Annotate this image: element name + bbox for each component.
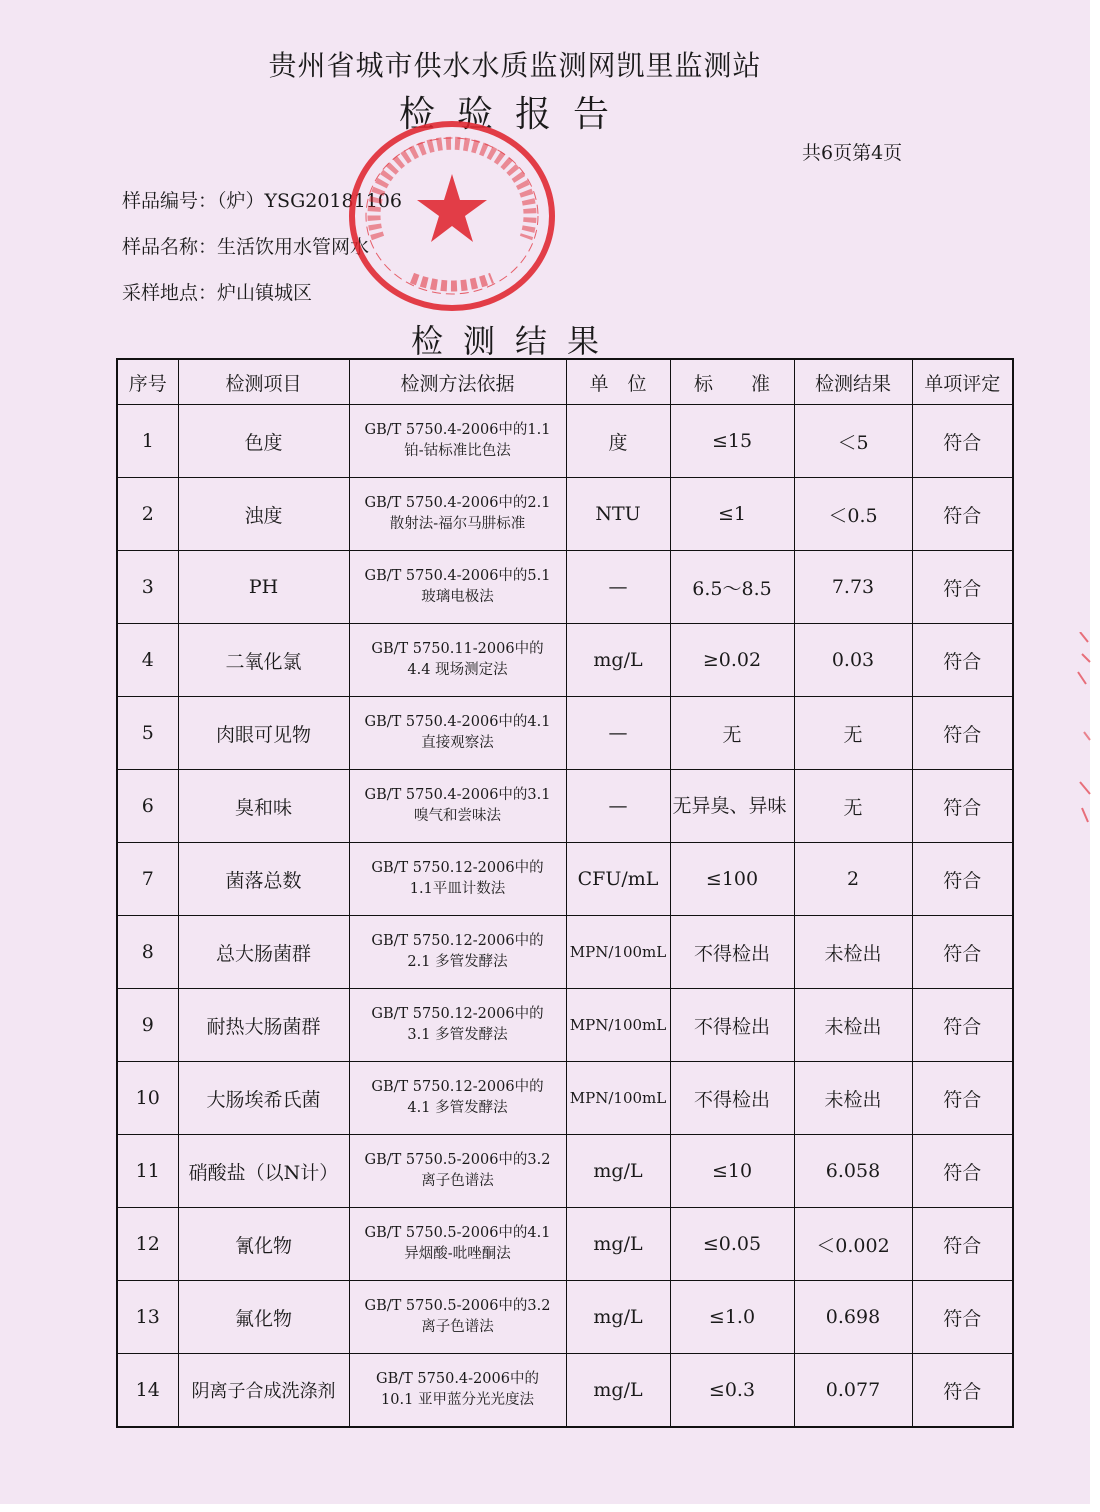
cell-no: 12 [117, 1208, 178, 1281]
cell-unit: MPN/100mL [566, 916, 670, 989]
header-test-item: 检测项目 [178, 359, 349, 405]
cell-no: 13 [117, 1281, 178, 1354]
report-title: 检验报告 [398, 94, 631, 135]
cell-verdict: 符合 [912, 1281, 1013, 1354]
cell-unit: CFU/mL [566, 843, 670, 916]
cell-item: 氰化物 [178, 1208, 349, 1281]
method-line-2: 嗅气和尝味法 [414, 808, 501, 824]
cell-method [349, 697, 566, 770]
organization-name: 贵州省城市供水水质监测网凯里监测站 [268, 49, 762, 82]
cell-item: 臭和味 [178, 770, 349, 843]
method-line-1: GB/T 5750.12-2006中的 [371, 860, 544, 876]
sampling-location-row [122, 278, 312, 305]
sample-id-label: 样品编号： [122, 190, 218, 212]
method-line-2: 散射法-福尔马肼标准 [389, 516, 526, 532]
cell-verdict: 符合 [912, 1208, 1013, 1281]
cell-standard: ≥0.02 [670, 624, 794, 697]
method-line-2: 玻璃电极法 [421, 589, 494, 605]
cell-standard: ≤15 [670, 405, 794, 478]
sample-name-row [122, 232, 369, 259]
header-verdict: 单项评定 [912, 359, 1013, 405]
header-serial-no: 序号 [117, 359, 178, 405]
method-line-1: GB/T 5750.5-2006中的4.1 [364, 1225, 551, 1241]
cell-result: ＜0.5 [794, 478, 912, 551]
cell-item: 色度 [178, 405, 349, 478]
cell-item: 耐热大肠菌群 [178, 989, 349, 1062]
cell-verdict: 符合 [912, 551, 1013, 624]
header-standard: 标 准 [670, 359, 794, 405]
table-row [117, 843, 1013, 916]
table-row [117, 916, 1013, 989]
header-result: 检测结果 [794, 359, 912, 405]
cell-unit: mg/L [566, 1281, 670, 1354]
cell-no: 5 [117, 697, 178, 770]
cell-method [349, 1208, 566, 1281]
header-unit: 单 位 [566, 359, 670, 405]
method-line-2: 1.1平皿计数法 [409, 881, 506, 897]
cell-standard: ≤0.3 [670, 1354, 794, 1428]
method-line-1: GB/T 5750.4-2006中的1.1 [364, 422, 551, 438]
method-line-2: 4.4 现场测定法 [407, 662, 508, 678]
cell-standard: 无 [670, 697, 794, 770]
cell-no: 2 [117, 478, 178, 551]
cell-verdict: 符合 [912, 624, 1013, 697]
table-row [117, 1354, 1013, 1428]
cell-item: PH [178, 551, 349, 624]
cell-no: 9 [117, 989, 178, 1062]
cell-method [349, 1281, 566, 1354]
cell-result: 0.03 [794, 624, 912, 697]
cell-verdict: 符合 [912, 1062, 1013, 1135]
method-line-2: 4.1 多管发酵法 [407, 1100, 508, 1116]
cell-standard: 不得检出 [670, 989, 794, 1062]
sampling-location-value: 炉山镇城区 [217, 282, 313, 304]
cell-standard: ≤100 [670, 843, 794, 916]
method-line-1: GB/T 5750.4-2006中的 [376, 1371, 539, 1387]
cell-unit: 度 [566, 405, 670, 478]
cell-standard: 无异臭、异味 [670, 770, 794, 843]
cell-item: 总大肠菌群 [178, 916, 349, 989]
method-line-2: 异烟酸-吡唑酮法 [404, 1246, 511, 1262]
cell-method [349, 405, 566, 478]
sample-name-value: 生活饮用水管网水 [217, 236, 370, 258]
cell-item: 肉眼可见物 [178, 697, 349, 770]
method-line-1: GB/T 5750.12-2006中的 [371, 933, 544, 949]
method-line-1: GB/T 5750.11-2006中的 [371, 641, 544, 657]
cell-no: 6 [117, 770, 178, 843]
results-table [116, 358, 1014, 1428]
cell-result: 无 [794, 770, 912, 843]
cell-method [349, 624, 566, 697]
sampling-location-label: 采样地点： [122, 282, 218, 304]
cell-no: 10 [117, 1062, 178, 1135]
cell-no: 7 [117, 843, 178, 916]
method-line-2: 10.1 亚甲蓝分光光度法 [381, 1392, 534, 1408]
cell-method [349, 1354, 566, 1428]
cell-verdict: 符合 [912, 770, 1013, 843]
cell-unit: mg/L [566, 1354, 670, 1428]
cell-standard: 6.5～8.5 [670, 551, 794, 624]
cell-item: 氟化物 [178, 1281, 349, 1354]
cell-standard: ≤0.05 [670, 1208, 794, 1281]
method-line-2: 2.1 多管发酵法 [407, 954, 508, 970]
page-edge-bottom [0, 1504, 1100, 1512]
table-row [117, 478, 1013, 551]
cell-unit: — [566, 551, 670, 624]
cell-no: 11 [117, 1135, 178, 1208]
sample-name-label: 样品名称： [122, 236, 218, 258]
header-test-method: 检测方法依据 [349, 359, 566, 405]
cell-no: 3 [117, 551, 178, 624]
table-row [117, 770, 1013, 843]
cell-result: 6.058 [794, 1135, 912, 1208]
cell-no: 14 [117, 1354, 178, 1428]
table-row [117, 989, 1013, 1062]
method-line-1: GB/T 5750.5-2006中的3.2 [364, 1152, 551, 1168]
results-title: 检测结果 [410, 322, 619, 360]
cell-standard: ≤1.0 [670, 1281, 794, 1354]
method-line-1: GB/T 5750.4-2006中的5.1 [364, 568, 551, 584]
cell-unit: — [566, 697, 670, 770]
table-row [117, 1135, 1013, 1208]
cell-no: 1 [117, 405, 178, 478]
method-line-1: GB/T 5750.12-2006中的 [371, 1079, 544, 1095]
seam-seal-fragment [1074, 632, 1094, 832]
method-line-2: 直接观察法 [421, 735, 494, 751]
cell-result: 0.698 [794, 1281, 912, 1354]
cell-unit: mg/L [566, 1208, 670, 1281]
cell-verdict: 符合 [912, 697, 1013, 770]
cell-item: 阴离子合成洗涤剂 [178, 1354, 349, 1428]
cell-result: 未检出 [794, 1062, 912, 1135]
method-line-2: 铂-钴标准比色法 [404, 443, 511, 459]
cell-method [349, 770, 566, 843]
cell-method [349, 989, 566, 1062]
cell-unit: mg/L [566, 1135, 670, 1208]
cell-standard: ≤10 [670, 1135, 794, 1208]
cell-item: 菌落总数 [178, 843, 349, 916]
cell-verdict: 符合 [912, 478, 1013, 551]
method-line-1: GB/T 5750.4-2006中的4.1 [364, 714, 551, 730]
cell-verdict: 符合 [912, 1135, 1013, 1208]
table-row [117, 1281, 1013, 1354]
cell-item: 大肠埃希氏菌 [178, 1062, 349, 1135]
cell-result: 0.077 [794, 1354, 912, 1428]
cell-unit: NTU [566, 478, 670, 551]
cell-method [349, 551, 566, 624]
table-row [117, 1208, 1013, 1281]
cell-standard: 不得检出 [670, 1062, 794, 1135]
cell-result: 无 [794, 697, 912, 770]
cell-verdict: 符合 [912, 1354, 1013, 1428]
cell-unit: MPN/100mL [566, 989, 670, 1062]
cell-method [349, 843, 566, 916]
cell-unit: MPN/100mL [566, 1062, 670, 1135]
method-line-2: 离子色谱法 [421, 1173, 494, 1189]
method-line-2: 3.1 多管发酵法 [407, 1027, 508, 1043]
cell-method [349, 478, 566, 551]
table-row [117, 405, 1013, 478]
cell-unit: — [566, 770, 670, 843]
cell-result: ＜5 [794, 405, 912, 478]
method-line-1: GB/T 5750.12-2006中的 [371, 1006, 544, 1022]
method-line-1: GB/T 5750.4-2006中的2.1 [364, 495, 551, 511]
cell-method [349, 916, 566, 989]
cell-result: ＜0.002 [794, 1208, 912, 1281]
table-row [117, 1062, 1013, 1135]
cell-result: 未检出 [794, 989, 912, 1062]
cell-verdict: 符合 [912, 989, 1013, 1062]
cell-unit: mg/L [566, 624, 670, 697]
cell-item: 浊度 [178, 478, 349, 551]
cell-verdict: 符合 [912, 916, 1013, 989]
cell-method [349, 1062, 566, 1135]
cell-no: 4 [117, 624, 178, 697]
cell-no: 8 [117, 916, 178, 989]
method-line-1: GB/T 5750.5-2006中的3.2 [364, 1298, 551, 1314]
cell-result: 2 [794, 843, 912, 916]
cell-item: 硝酸盐（以N计） [178, 1135, 349, 1208]
cell-standard: 不得检出 [670, 916, 794, 989]
method-line-1: GB/T 5750.4-2006中的3.1 [364, 787, 551, 803]
table-row [117, 697, 1013, 770]
official-seal-stamp [346, 118, 558, 314]
cell-item: 二氧化氯 [178, 624, 349, 697]
cell-verdict: 符合 [912, 405, 1013, 478]
cell-result: 7.73 [794, 551, 912, 624]
page-indicator: 共6页第4页 [802, 142, 903, 164]
cell-verdict: 符合 [912, 843, 1013, 916]
table-row [117, 551, 1013, 624]
cell-result: 未检出 [794, 916, 912, 989]
cell-method [349, 1135, 566, 1208]
method-line-2: 离子色谱法 [421, 1319, 494, 1335]
table-header-row [117, 359, 1013, 405]
table-row [117, 624, 1013, 697]
sample-id-value: （炉）YSG20181106 [217, 190, 402, 212]
cell-standard: ≤1 [670, 478, 794, 551]
